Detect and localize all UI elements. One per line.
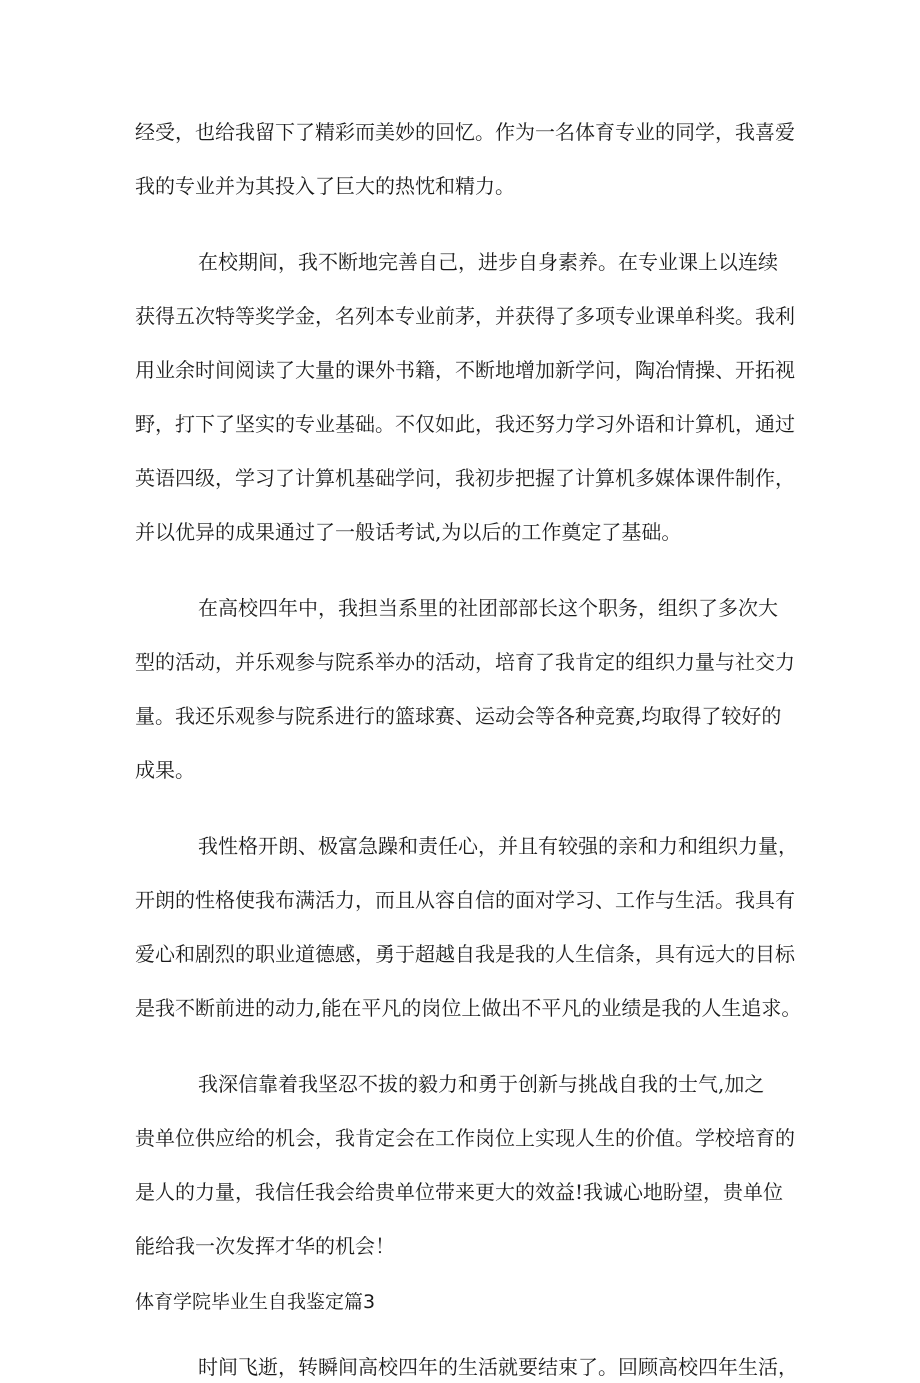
- text-line: 爱心和剧烈的职业道德感，勇于超越自我是我的人生信条，具有远大的目标: [135, 942, 795, 966]
- text-line: 是人的力量，我信任我会给贵单位带来更大的效益!我诚心地盼望，贵单位: [135, 1180, 784, 1204]
- text-line: 用业余时间阅读了大量的课外书籍，不断地增加新学问，陶冶情操、开拓视: [135, 358, 795, 382]
- text-line: 能给我一次发挥才华的机会！: [135, 1234, 395, 1258]
- paragraph-first-line: 我深信靠着我坚忍不拔的毅力和勇于创新与挑战自我的士气,加之: [198, 1072, 765, 1096]
- paragraph-first-line: 我性格开朗、极富急躁和责任心，并且有较强的亲和力和组织力量，: [198, 834, 798, 858]
- text-line: 野，打下了坚实的专业基础。不仅如此，我还努力学习外语和计算机，通过: [135, 412, 795, 436]
- text-line: 英语四级，学习了计算机基础学问，我初步把握了计算机多媒体课件制作，: [135, 466, 795, 490]
- text-line: 贵单位供应给的机会，我肯定会在工作岗位上实现人生的价值。学校培育的: [135, 1126, 795, 1150]
- paragraph-first-line: 时间飞逝，转瞬间高校四年的生活就要结束了。回顾高校四年生活，: [198, 1355, 798, 1379]
- text-line: 经受，也给我留下了精彩而美妙的回忆。作为一名体育专业的同学，我喜爱: [135, 120, 795, 144]
- paragraph-first-line: 在高校四年中，我担当系里的社团部部长这个职务，组织了多次大: [198, 596, 778, 620]
- text-line: 开朗的性格使我布满活力，而且从容自信的面对学习、工作与生活。我具有: [135, 888, 795, 912]
- paragraph-first-line: 在校期间，我不断地完善自己，进步自身素养。在专业课上以连续: [198, 250, 778, 274]
- text-line: 并以优异的成果通过了一般话考试,为以后的工作奠定了基础。: [135, 520, 682, 544]
- text-line: 量。我还乐观参与院系进行的篮球赛、运动会等各种竞赛,均取得了较好的: [135, 704, 782, 728]
- text-line: 我的专业并为其投入了巨大的热忱和精力。: [135, 174, 515, 198]
- text-line: 获得五次特等奖学金，名列本专业前茅，并获得了多项专业课单科奖。我利: [135, 304, 795, 328]
- text-line: 型的活动，并乐观参与院系举办的活动，培育了我肯定的组织力量与社交力: [135, 650, 795, 674]
- text-line: 成果。: [135, 758, 195, 782]
- section-heading: 体育学院毕业生自我鉴定篇3: [135, 1291, 376, 1313]
- text-line: 是我不断前进的动力,能在平凡的岗位上做出不平凡的业绩是我的人生追求。: [135, 996, 802, 1020]
